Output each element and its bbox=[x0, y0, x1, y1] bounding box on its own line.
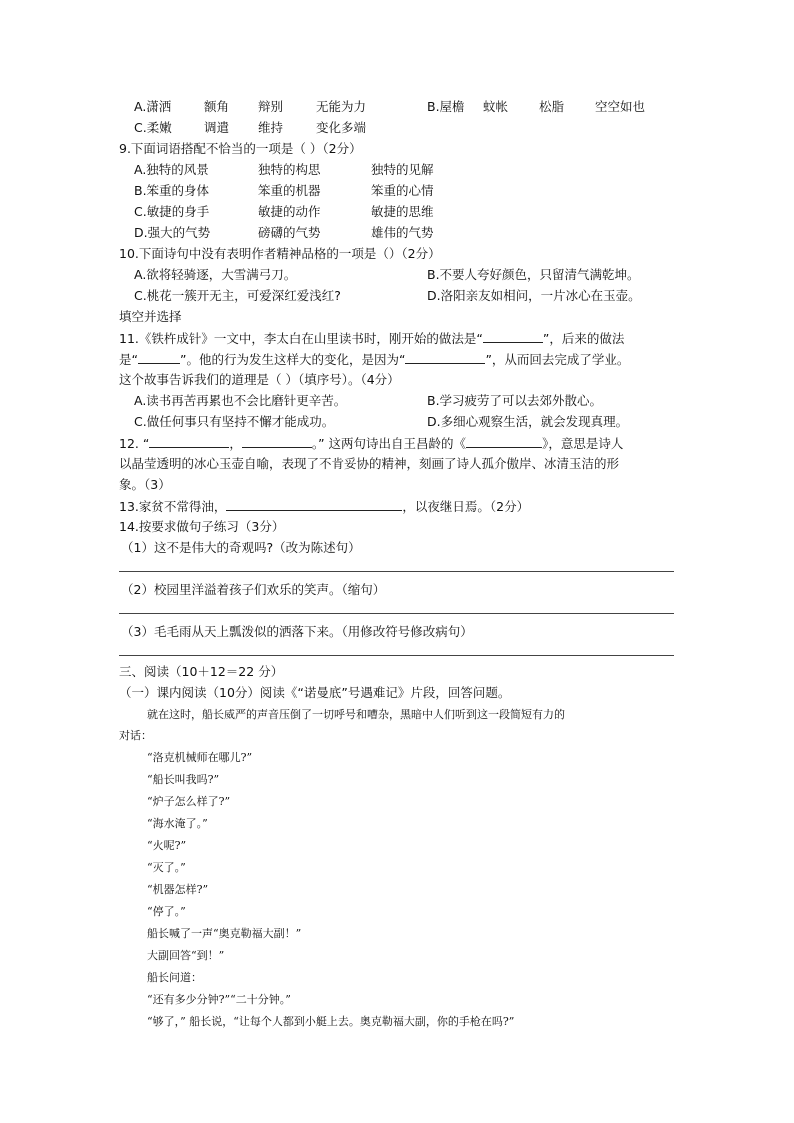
q9-d-1: D.强大的气势 bbox=[134, 225, 211, 240]
dialog-line: “海水淹了。” bbox=[147, 817, 208, 830]
q8-option-b-row bbox=[427, 99, 646, 115]
dialog-line: 大副回答“到！” bbox=[147, 949, 225, 962]
q10-option-b: B.不要人夸好颜色，只留清气满乾坤。 bbox=[427, 267, 640, 282]
q14-sub2: （2）校园里洋溢着孩子们欢乐的笑声。（缩句） bbox=[121, 582, 386, 597]
q9-b-2: 笨重的机器 bbox=[258, 183, 321, 198]
q12-blank-3[interactable] bbox=[466, 435, 542, 448]
q9-a-3: 独特的见解 bbox=[371, 162, 434, 177]
q14-sub1: （1）这不是伟大的奇观吗?（改为陈述句） bbox=[121, 540, 361, 555]
q10-option-c: C.桃花一簇开无主，可爱深红爱浅红? bbox=[134, 288, 341, 303]
q9-b-1: B.笨重的身体 bbox=[134, 183, 210, 198]
q8-c-word2: 调遣 bbox=[204, 120, 230, 135]
q8-c-word3: 维持 bbox=[258, 120, 284, 135]
q9-row-c bbox=[134, 204, 434, 220]
q9-d-3: 雄伟的气势 bbox=[371, 225, 434, 240]
q9-stem: 9.下面词语搭配不恰当的一项是（ ）（2分） bbox=[119, 141, 362, 156]
q9-a-2: 独特的构思 bbox=[258, 162, 321, 177]
q10-option-a: A.欲将轻骑逐，大雪满弓刀。 bbox=[134, 267, 297, 282]
dialog-line: “火呢?” bbox=[147, 839, 187, 852]
q12-line2: 以晶莹透明的冰心玉壶自喻，表现了不肯妥协的精神，刻画了诗人孤介傲岸、冰清玉洁的形 bbox=[119, 456, 620, 471]
q11-text-2a: 是“ bbox=[119, 352, 138, 367]
q11-option-d: D.多细心观察生活，就会发现真理。 bbox=[427, 414, 629, 429]
dialog-line: 船长问道： bbox=[147, 971, 202, 984]
q8-b-word1: B.屋檐 bbox=[427, 99, 465, 114]
q8-option-a-row bbox=[134, 99, 367, 115]
q11-option-b: B.学习疲劳了可以去郊外散心。 bbox=[427, 393, 603, 408]
dialog-line: “炉子怎么样了?” bbox=[147, 795, 231, 808]
reading-heading: 三、阅读（10＋12＝22 分） bbox=[119, 664, 284, 679]
q12-blank-2[interactable] bbox=[242, 435, 312, 448]
q12-line1 bbox=[119, 435, 623, 452]
q12-text-d: 》，意思是诗人 bbox=[542, 436, 624, 451]
q8-option-c-row bbox=[134, 120, 367, 136]
q11-text-2b: ”。他的行为发生这样大的变化，是因为“ bbox=[179, 352, 406, 367]
q14-stem: 14.按要求做句子练习（3分） bbox=[119, 519, 285, 534]
fill-section-heading: 填空并选择 bbox=[119, 309, 182, 324]
q12-blank-1[interactable] bbox=[149, 435, 229, 448]
q8-a-word1: A.潇洒 bbox=[134, 99, 172, 114]
dialog-line: “洛克机械师在哪儿?” bbox=[147, 751, 253, 764]
q9-c-2: 敏捷的动作 bbox=[258, 204, 321, 219]
dialog-line: “还有多少分钟?”“二十分钟。” bbox=[147, 993, 291, 1006]
q8-b-word4: 空空如也 bbox=[595, 99, 646, 114]
dialog-line: “机器怎样?” bbox=[147, 883, 209, 896]
q11-text-1a: 11.《铁杵成针》一文中，李太白在山里读书时，刚开始的做法是“ bbox=[119, 331, 483, 346]
q8-a-word3: 辩别 bbox=[258, 99, 284, 114]
q8-a-word4: 无能为力 bbox=[316, 99, 367, 114]
q13-blank[interactable] bbox=[226, 498, 402, 511]
q9-d-2: 磅礴的气势 bbox=[258, 225, 321, 240]
q11-option-c: C.做任何事只有坚持不懈才能成功。 bbox=[134, 414, 335, 429]
q10-option-d: D.洛阳亲友如相问，一片冰心在玉壶。 bbox=[427, 288, 641, 303]
q12-line3: 象。（3） bbox=[119, 477, 171, 492]
reading-subheading: （一）课内阅读（10分）阅读《“诺曼底”号遇难记》片段，回答问题。 bbox=[119, 685, 511, 700]
passage-paragraph-line2: 对话： bbox=[119, 729, 152, 742]
passage-paragraph-line1: 就在这时，船长威严的声音压倒了一切呼号和嘈杂，黑暗中人们听到这一段简短有力的 bbox=[147, 708, 565, 721]
q11-line2 bbox=[119, 351, 629, 368]
q13-text-b: ，以夜继日焉。（2分） bbox=[402, 499, 530, 514]
q8-c-word1: C.柔嫩 bbox=[134, 120, 172, 135]
q8-c-word4: 变化多端 bbox=[316, 120, 367, 135]
q14-answer-line-1[interactable] bbox=[119, 571, 674, 572]
q11-text-1b: ”，后来的做法 bbox=[542, 331, 625, 346]
dialog-line: “灭了。” bbox=[147, 861, 186, 874]
q11-line1 bbox=[119, 330, 624, 347]
q9-c-3: 敏捷的思维 bbox=[371, 204, 434, 219]
dialog-line: “船长叫我吗?” bbox=[147, 773, 220, 786]
q8-b-word2: 蚊帐 bbox=[483, 99, 509, 114]
q9-row-d bbox=[134, 225, 434, 241]
q9-c-1: C.敏捷的身手 bbox=[134, 204, 210, 219]
q11-blank-1[interactable] bbox=[483, 330, 543, 343]
q14-answer-line-3[interactable] bbox=[119, 655, 674, 656]
q8-b-word3: 松脂 bbox=[539, 99, 565, 114]
q9-b-3: 笨重的心情 bbox=[371, 183, 434, 198]
q13-text-a: 13.家贫不常得油， bbox=[119, 499, 227, 514]
q11-line3: 这个故事告诉我们的道理是（ ）（填序号）。（4分） bbox=[119, 372, 400, 387]
q12-text-a: 12. “ bbox=[119, 436, 150, 451]
q8-a-word2: 额角 bbox=[204, 99, 230, 114]
q14-answer-line-2[interactable] bbox=[119, 613, 674, 614]
dialog-line: “停了。” bbox=[147, 905, 186, 918]
q12-text-b: ， bbox=[229, 436, 242, 451]
q9-a-1: A.独特的风景 bbox=[134, 162, 209, 177]
q12-text-c: 。” 这两句诗出自王昌龄的《 bbox=[311, 436, 467, 451]
q11-text-2c: ”，从而回去完成了学业。 bbox=[485, 352, 630, 367]
q9-row-b bbox=[134, 183, 434, 199]
q13-line bbox=[119, 498, 529, 515]
q10-stem: 10.下面诗句中没有表明作者精神品格的一项是（）（2分） bbox=[119, 246, 441, 261]
q14-sub3: （3）毛毛雨从天上瓢泼似的洒落下来。（用修改符号修改病句） bbox=[121, 624, 473, 639]
q9-row-a bbox=[134, 162, 434, 178]
dialog-line: 船长喊了一声“奥克勒福大副！” bbox=[147, 927, 302, 940]
q11-blank-2[interactable] bbox=[138, 351, 180, 364]
q11-option-a: A.读书再苦再累也不会比磨针更辛苦。 bbox=[134, 393, 347, 408]
dialog-line: “够了，” 船长说，“让每个人都到小艇上去。奥克勒福大副，你的手枪在吗?” bbox=[147, 1015, 515, 1028]
q11-blank-3[interactable] bbox=[405, 351, 485, 364]
